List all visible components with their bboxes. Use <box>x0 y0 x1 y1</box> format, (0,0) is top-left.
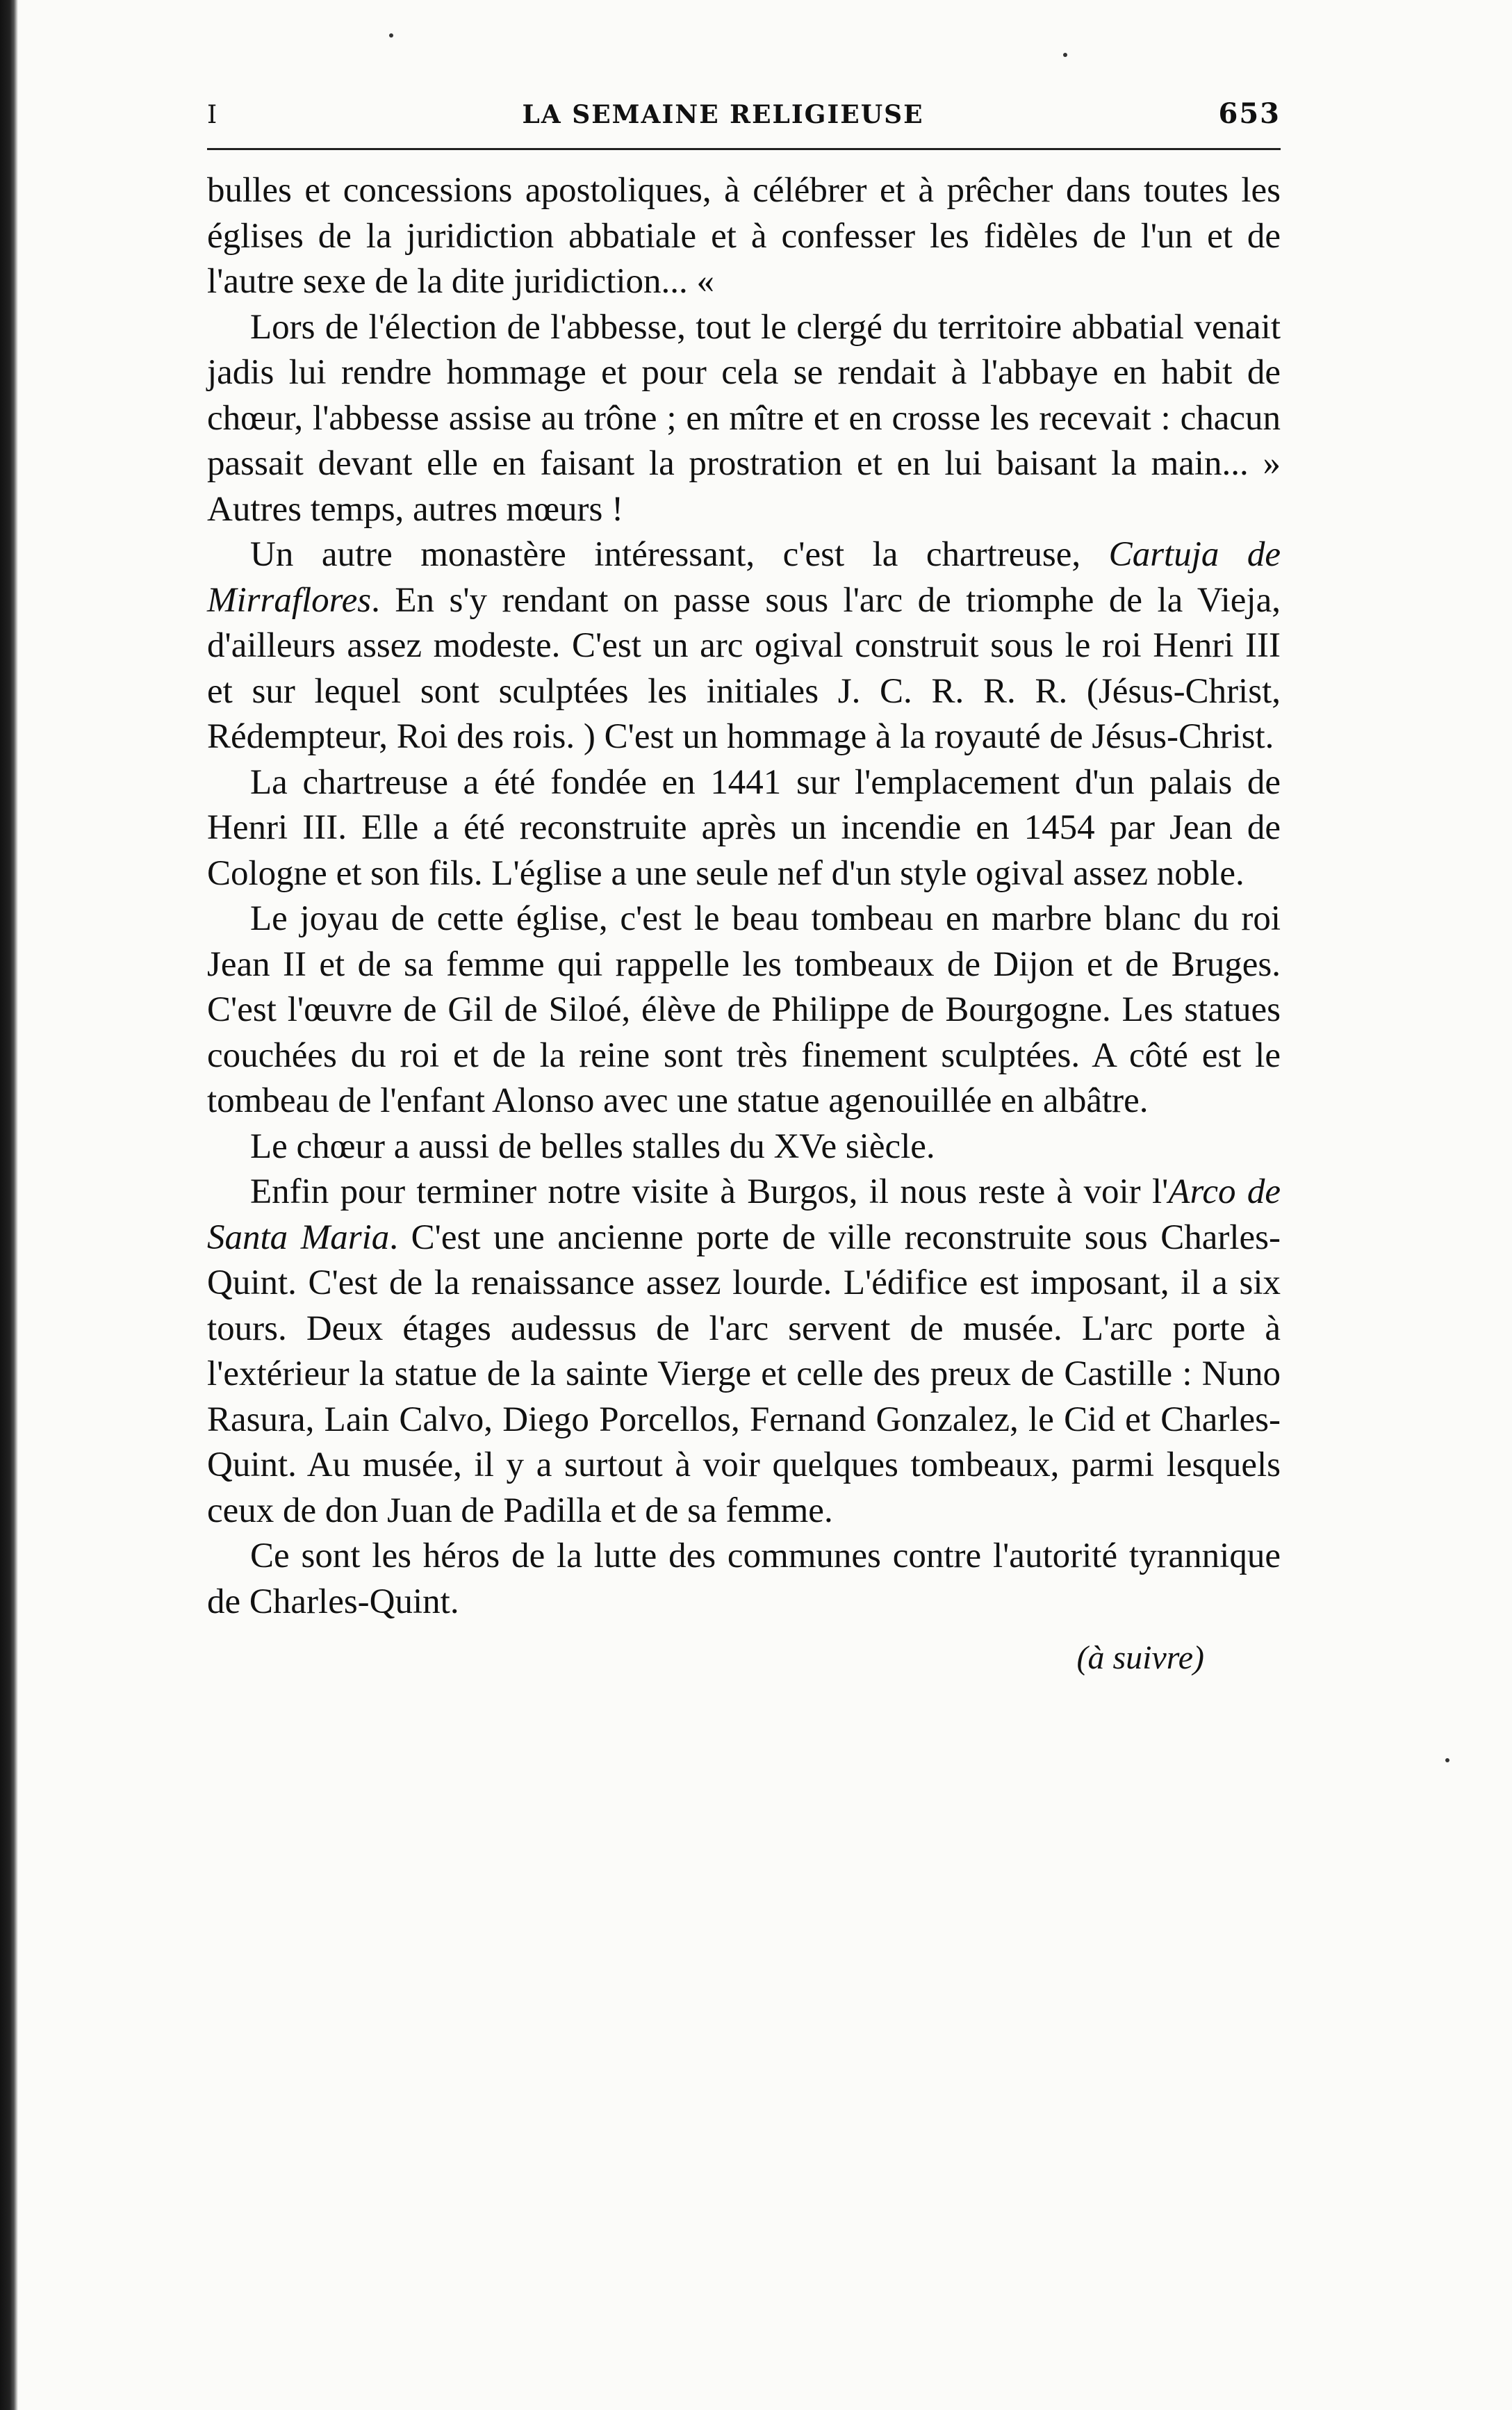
text-run: . C'est une ancienne porte de ville reconstruite sous Charles-Quint. C'est de la renaissance assez lourde. L'édifice est imposant, il a six tours. Deux étages audessus de l'arc servent de musée. L'arc porte à l'extérieur la statue de la sainte Vierge et celle des preux de Castille : Nuno Rasura, Lain Calvo, Diego Porcellos, Fernand Gonzalez, le Cid et Charles-Quint. Au musée, il y a surtout à voir quelques tombeaux, parmi lesquels ceux de don Juan de Padilla et de sa femme. <box>207 1218 1281 1530</box>
text-run: bulles et concessions apostoliques, à célébrer et à prêcher dans toutes les églises de la juridiction abbatiale et à confesser les fidèles de l'un et de l'autre sexe de la dite juridiction... « <box>207 171 1281 301</box>
header-margin-mark: I <box>207 101 219 129</box>
document-page <box>207 97 1281 1677</box>
print-speck <box>1445 1758 1449 1762</box>
journal-title: LA SEMAINE RELIGIEUSE <box>522 100 924 129</box>
italic-phrase: Arco de Santa Maria <box>207 1172 1281 1257</box>
italic-phrase: Cartuja de Mirraflores <box>207 535 1281 620</box>
running-header <box>207 97 1281 150</box>
text-run: Lors de l'élection de l'abbesse, tout le clergé du territoire abbatial venait jadis lui rendre hommage et pour cela se rendait à l'abbaye en habit de chœur, l'abbesse assise au trône ; en mître et en crosse les recevait : chacun passait devant elle en faisant la prostration et en lui baisant la main... » Autres temps, autres mœurs ! <box>207 307 1281 529</box>
paragraph <box>207 760 1281 897</box>
paragraph <box>207 532 1281 760</box>
text-run: Le chœur a aussi de belles stalles du XVe siècle. <box>250 1126 935 1166</box>
text-run: Ce sont les héros de la lutte des communes contre l'autorité tyrannique de Charles-Quint. <box>207 1536 1281 1621</box>
paragraph <box>207 168 1281 305</box>
page-number: 653 <box>1218 97 1281 130</box>
paragraph <box>207 1124 1281 1170</box>
text-run: La chartreuse a été fondée en 1441 sur l'emplacement d'un palais de Henri III. Elle a été reconstruite après un incendie en 1454 par Jean de Cologne et son fils. L'église a une seule nef d'un style ogival assez noble. <box>207 762 1281 893</box>
paragraph <box>207 305 1281 533</box>
paragraph <box>207 1534 1281 1625</box>
text-run: Le joyau de cette église, c'est le beau tombeau en marbre blanc du roi Jean II et de sa femme qui rappelle les tombeaux de Dijon et de Bruges. C'est l'œuvre de Gil de Siloé, élève de Philippe de Bourgogne. Les statues couchées du roi et de la reine sont très finement sculptées. A côté est le tombeau de l'enfant Alonso avec une statue agenouillée en albâtre. <box>207 899 1281 1120</box>
print-speck <box>1063 53 1067 57</box>
text-run: . En s'y rendant on passe sous l'arc de triomphe de la Vieja, d'ailleurs assez modeste. C'est un arc ogival construit sous le roi Henri III et sur lequel sont sculptées les initiales J. C. R. R. R. (Jésus-Christ, Rédempteur, Roi des rois. ) C'est un hommage à la royauté de Jésus-Christ. <box>207 580 1281 756</box>
paragraph <box>207 1170 1281 1534</box>
paragraph <box>207 896 1281 1124</box>
print-speck <box>389 33 393 38</box>
page-binding-edge <box>0 0 18 2410</box>
article-body <box>207 168 1281 1625</box>
to-be-continued: (à suivre) <box>1076 1639 1204 1676</box>
text-run: Enfin pour terminer notre visite à Burgos, il nous reste à voir l' <box>250 1172 1169 1211</box>
text-run: Un autre monastère intéressant, c'est la chartreuse, <box>250 535 1109 574</box>
